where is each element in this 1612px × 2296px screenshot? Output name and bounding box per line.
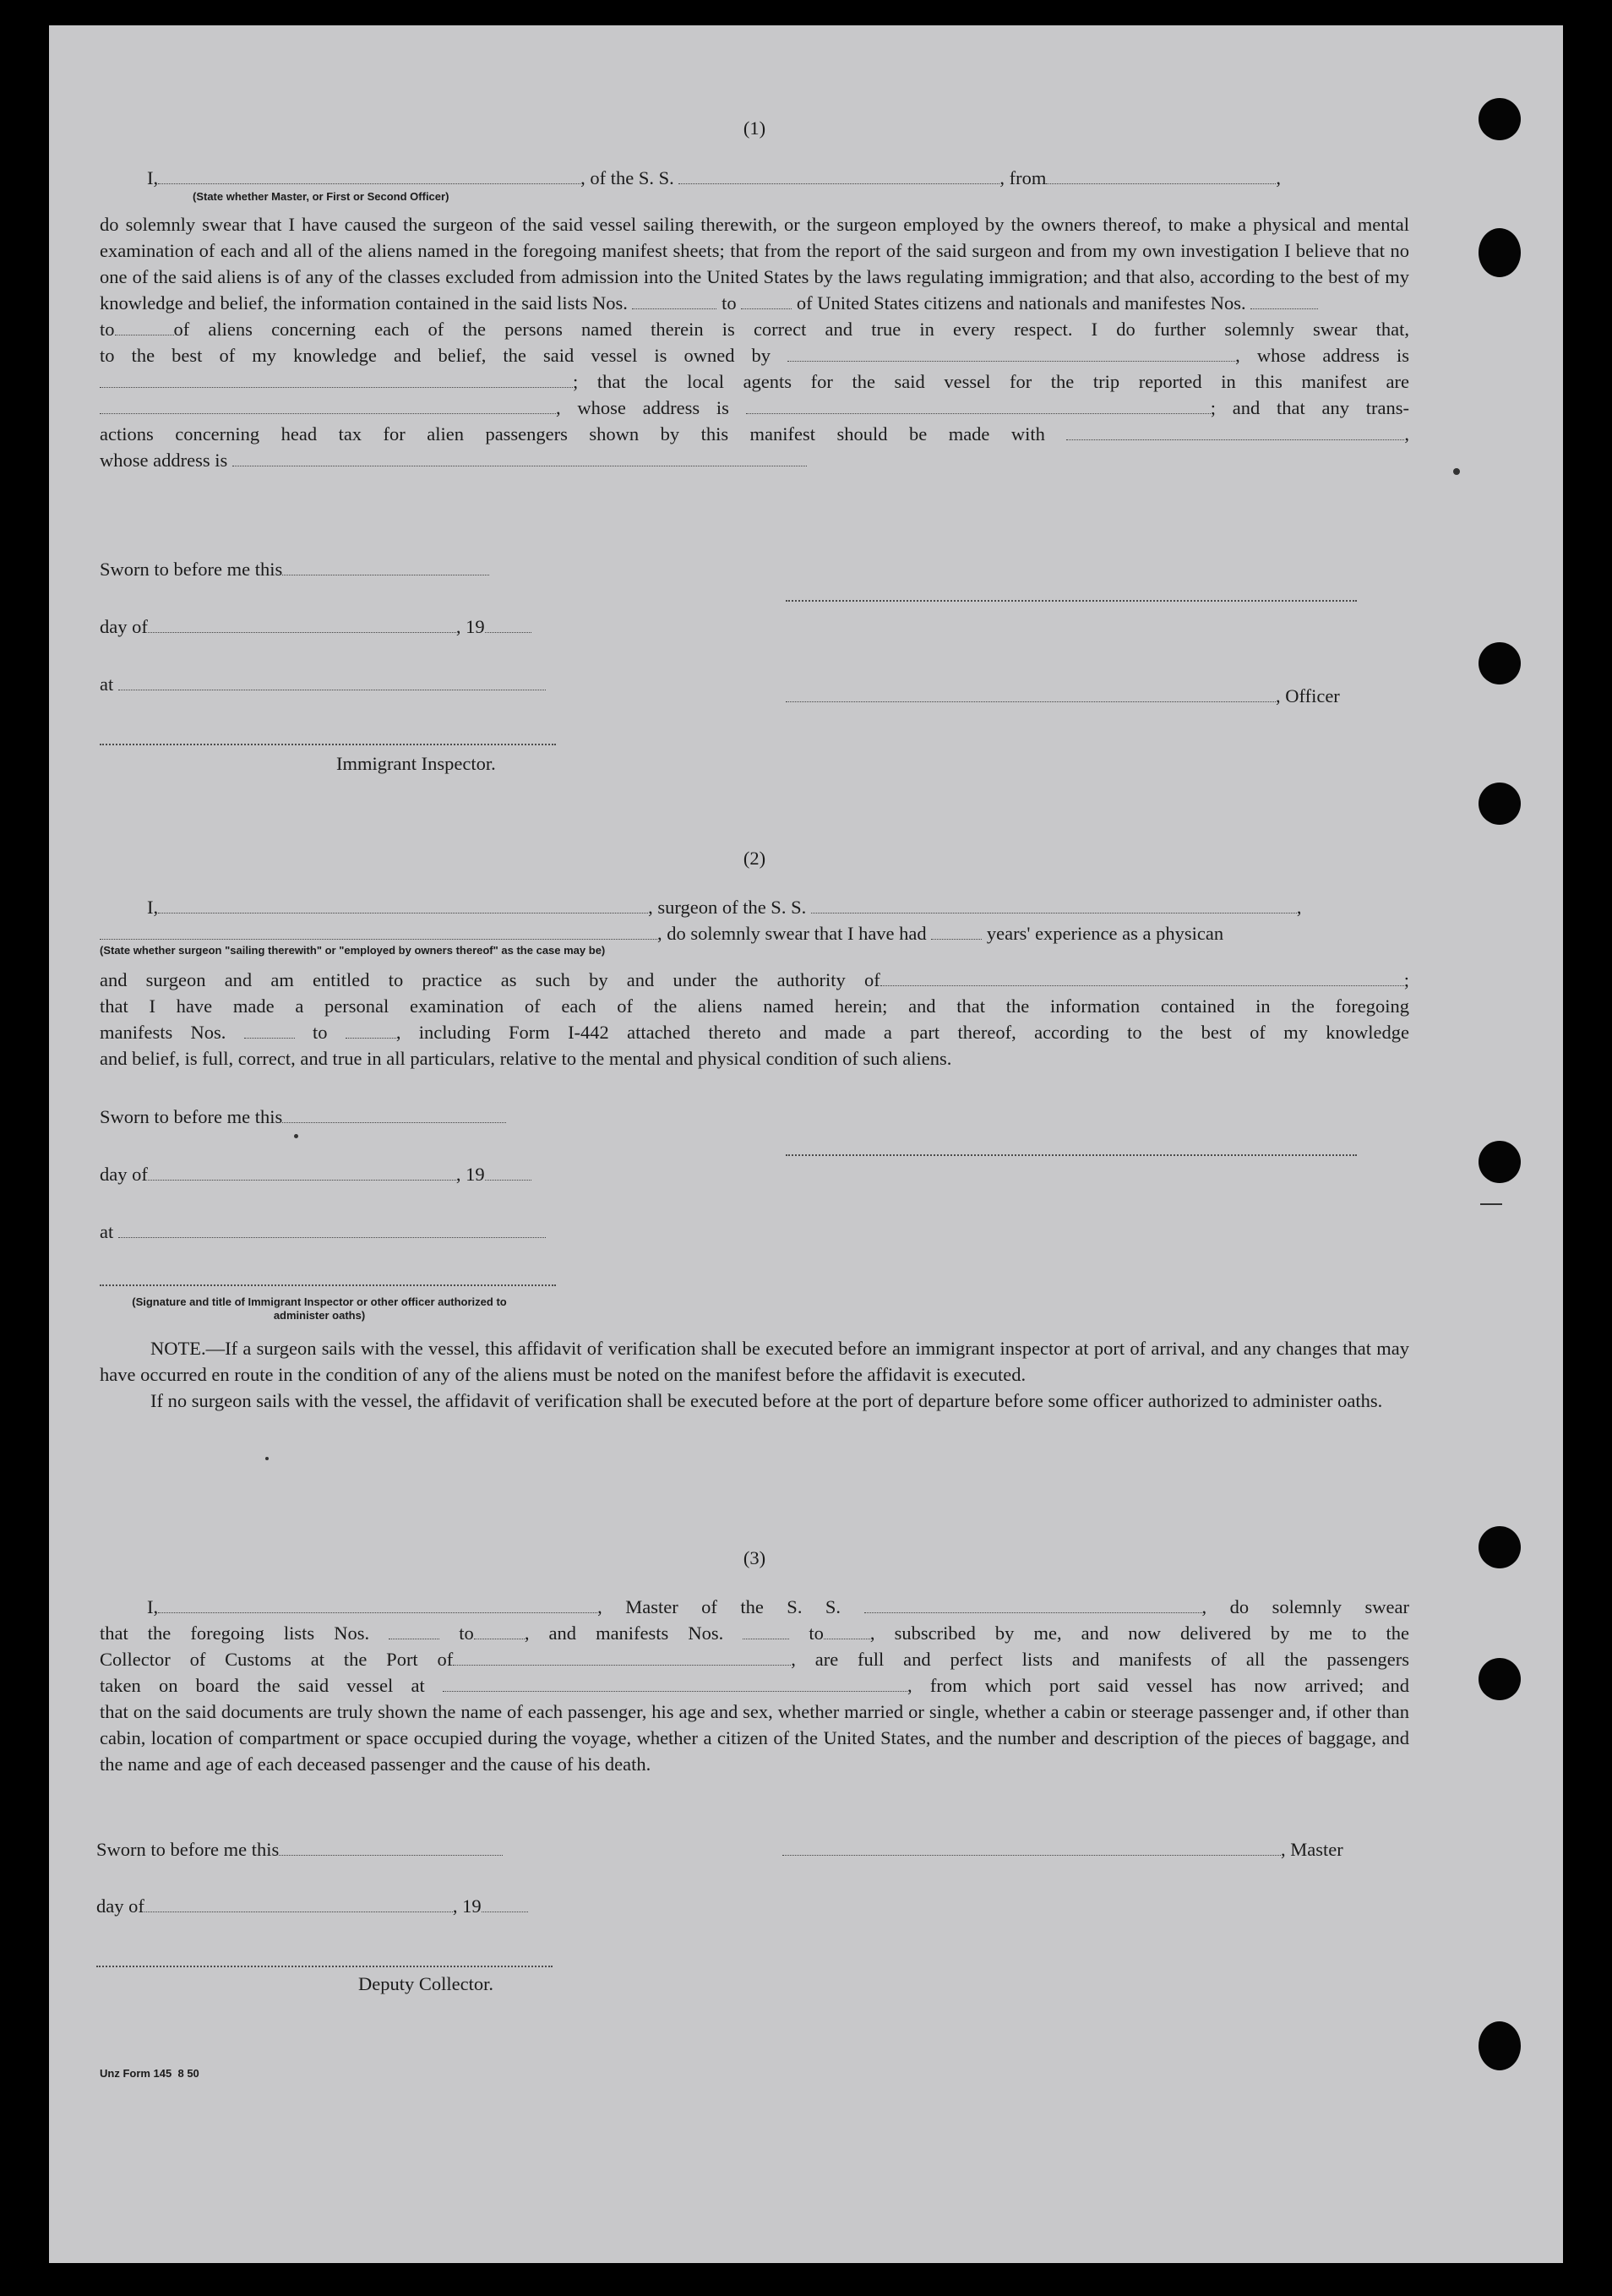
section-2-sworn-line (100, 1104, 506, 1130)
form-number (100, 2060, 199, 2086)
text-authority: and surgeon and am entitled to practice as such by and under the authority of (100, 969, 880, 990)
inspector-signature-line[interactable] (100, 1284, 556, 1286)
manifests-nos-to-field[interactable] (115, 319, 174, 335)
paper-speck (1453, 468, 1460, 475)
text-day-of: day of (96, 1895, 144, 1917)
officer-signature-line[interactable] (786, 600, 1357, 602)
section-2-first-line: I, , surgeon of the S. S. , (147, 897, 1302, 918)
section-1-body-text: do solemnly swear that I have caused the surgeon of the said vessel sailing therewith, or the surgeon employed by the owners thereof, to make a physical and mental examination of each and all of the aliens named in the foregoing manifest sheets; that from the report of the said surgeon and from my own investigation I believe that no one of the said aliens is of any of the classes excluded from admission into the United States by the laws regulating immigration; and that also, according to the best of my knowledge and belief, the information contained in the said lists Nos. (100, 214, 1409, 314)
section-2-day-line (100, 1161, 531, 1187)
text-sworn: Sworn to before me this (100, 1106, 283, 1127)
text-to: to (809, 1622, 824, 1644)
text-citizens: of United States citizens and nationals and manifestes Nos. (796, 292, 1246, 314)
master-name-field[interactable] (158, 1597, 597, 1613)
text-whose-address: whose address is (100, 450, 228, 471)
lists-to-field[interactable] (474, 1623, 525, 1639)
text-of-ss: , of the S. S. (580, 167, 674, 188)
text-19: , 19 (452, 1895, 482, 1917)
manifests-from-field[interactable] (244, 1023, 295, 1039)
text-swear: , do solemnly swear that I have had (657, 923, 927, 944)
head-tax-contact-field[interactable] (1066, 424, 1404, 440)
text-arrived: , from which port said vessel has now arrived; and (907, 1675, 1409, 1696)
deputy-collector-label: Deputy Collector. (358, 1973, 493, 1994)
master-signature-field[interactable] (782, 1840, 1281, 1856)
month-field[interactable] (148, 617, 456, 633)
text-to: to (100, 319, 115, 340)
text-examination: that I have made a personal examination of each of the aliens named herein; and that the information contained in the foregoing (100, 995, 1409, 1017)
text-surgeon-of: , surgeon of the S. S. (648, 897, 807, 918)
text-and-that: ; and that any trans- (1210, 397, 1410, 418)
officer-note: (State whether Master, or First or Second Officer) (193, 190, 449, 203)
month-field[interactable] (148, 1164, 456, 1181)
owner-field[interactable] (787, 346, 1235, 362)
text-i: I, (147, 1596, 159, 1617)
text-aliens-correct: of aliens concerning each of the persons named therein is correct and true in every respect. I do further solemnly swear that, (173, 319, 1409, 340)
section-1-body: do solemnly swear that I have caused the surgeon of the said vessel sailing therewith, or the surgeon employed by the owners thereof, to make a physical and mental examination of each and all of the aliens named in the foregoing manifest sheets; that from the report of the said surgeon and from my own investigation I believe that no one of the said aliens is of any of the classes excluded from admission into the United States by the laws regulating immigration; and that also, according to the best of my knowledge and belief, the information contained in the said lists Nos. to of United States citizens and nationals and manifestes Nos. to of aliens concerning each of the persons named therein is correct and true in every respect. I do further solemnly swear that, to the best of my knowledge and belief, the said vessel is owned by , whose address is ; that the local agents for the said vessel for the trip reported in this manifest are , whose address is ; and that any trans- actions concerning head tax for alien passengers shown by this manifest should be made with , whose address is (100, 214, 1410, 471)
port-field[interactable] (453, 1650, 791, 1666)
surgeon-note: (State whether surgeon "sailing therewith" or "employed by owners thereof" as the case may be) (100, 944, 606, 957)
text-to: to (722, 292, 737, 314)
text-belief: and belief, is full, correct, and true in all particulars, relative to the mental and physical condition of such aliens. (100, 1048, 952, 1069)
signature-title-note: (Signature and title of Immigrant Inspector or other officer authorized to administer oaths) (132, 1295, 507, 1322)
lists-nos-from-field[interactable] (632, 293, 716, 309)
text-19: , 19 (455, 1164, 485, 1185)
text-day-of: day of (100, 1164, 148, 1185)
surgeon-status-field[interactable] (100, 924, 657, 940)
text-years: years' experience as a physican (986, 923, 1224, 944)
text-day-of: day of (100, 616, 148, 637)
note-paragraph-2: If no surgeon sails with the vessel, the affidavit of verification shall be executed before at the port of departure before some officer authorized to administer oaths. (150, 1390, 1383, 1411)
sworn-day-field[interactable] (282, 1107, 506, 1123)
text-swear: , do solemnly swear (1201, 1596, 1409, 1617)
vessel-name-field[interactable] (811, 897, 1297, 913)
text-sworn: Sworn to before me this (100, 559, 283, 580)
section-1-at-line (100, 671, 546, 697)
agents-field[interactable] (100, 398, 556, 414)
deputy-signature-line[interactable] (96, 1966, 553, 1967)
text-to: to (313, 1022, 328, 1043)
text-master-of: , Master of the S. S. (597, 1596, 841, 1617)
year-field[interactable] (485, 1164, 531, 1181)
year-field[interactable] (485, 617, 531, 633)
text-at: at (100, 674, 114, 695)
sworn-day-field[interactable] (282, 559, 489, 575)
section-3-body (100, 1594, 1409, 1777)
manifests-from-field[interactable] (743, 1623, 789, 1639)
text-i: I, (147, 897, 159, 918)
text-collector: Collector of Customs at the Port of (100, 1649, 454, 1670)
text-including-form: , including Form I-442 attached thereto and made a part thereof, according to the best of my knowledge (395, 1022, 1409, 1043)
text-taken-on-board: taken on board the said vessel at (100, 1675, 425, 1696)
text-i: I, (147, 167, 159, 188)
text-delivered: , subscribed by me, and now delivered by me to the (869, 1622, 1410, 1644)
place-field[interactable] (118, 674, 546, 690)
section-1-heading: (1) (743, 117, 766, 139)
section-3-day-line (96, 1893, 528, 1919)
sworn-day-field[interactable] (279, 1840, 503, 1856)
officer-line (786, 683, 1340, 709)
month-field[interactable] (144, 1896, 453, 1912)
lists-from-field[interactable] (389, 1623, 439, 1639)
section-2-body: and surgeon and am entitled to practice as such by and under the authority of ; that I have made a personal examination of each of the aliens named herein; and that the information contained in the foregoing manifests Nos. to , including Form I-442 attached thereto and made a part thereof, according to the best of my knowledge and belief, is full, correct, and true in all particulars, relative to the mental and physical condition of such aliens. (100, 969, 1409, 1069)
text-full-lists: , are full and perfect lists and manifests of all the passengers (791, 1649, 1409, 1670)
text-sworn: Sworn to before me this (96, 1839, 280, 1860)
manifests-to-field[interactable] (824, 1623, 870, 1639)
vessel-name-field[interactable] (864, 1597, 1202, 1613)
paper-speck (265, 1457, 269, 1460)
note-paragraph-1: NOTE.—If a surgeon sails with the vessel, this affidavit of verification shall be executed before an immigrant inspector at port of arrival, and any changes that may have occurred en route in the condition of any of the aliens must be noted on the manifest before the affidavit is executed. (100, 1338, 1409, 1385)
paper-speck (294, 1134, 298, 1138)
surgeon-signature-line[interactable] (786, 1154, 1357, 1156)
text-lists-nos: that the foregoing lists Nos. (100, 1622, 370, 1644)
punch-hole (1479, 2021, 1521, 2070)
punch-hole (1479, 783, 1521, 825)
master-line (782, 1836, 1343, 1862)
paper-speck (1480, 1203, 1502, 1205)
section-3-body-text: that on the said documents are truly shown the name of each passenger, his age and sex, whether married or single, whether a cabin or steerage passenger and, if other than cabin, location of compartment or space occupied during the voyage, whether a citizen of the United States, and the number and description of the pieces of baggage, and the name and age of each deceased passenger and the cause of his death. (100, 1701, 1409, 1775)
section-2-heading: (2) (743, 848, 766, 869)
manifests-nos-from-field[interactable] (1250, 293, 1318, 309)
text-at: at (100, 1221, 114, 1242)
from-port-field[interactable] (1046, 168, 1276, 184)
text-head-tax: actions concerning head tax for alien passengers shown by this manifest should be made with (100, 423, 1045, 444)
officer-title-field[interactable] (786, 686, 1276, 702)
text-19: , 19 (455, 616, 485, 637)
text-from: , from (999, 167, 1047, 188)
authority-field[interactable] (880, 970, 1404, 986)
text-to: to (459, 1622, 474, 1644)
manifests-to-field[interactable] (346, 1023, 396, 1039)
departure-port-field[interactable] (443, 1676, 907, 1692)
section-1-first-line: I, , of the S. S. , from , (147, 167, 1282, 188)
text-manifests-nos: , and manifests Nos. (524, 1622, 724, 1644)
section-2-second-line (100, 920, 1409, 946)
text-whose-address: , whose address is (1235, 345, 1410, 366)
text-manifests-nos: manifests Nos. (100, 1022, 226, 1043)
lists-nos-to-field[interactable] (741, 293, 792, 309)
officer-name-field[interactable] (158, 168, 580, 184)
place-field[interactable] (118, 1222, 546, 1238)
agents-address-field[interactable] (746, 398, 1211, 414)
text-officer: , Officer (1276, 685, 1340, 706)
text-whose-address: , whose address is (556, 397, 729, 418)
section-2-at-line (100, 1219, 546, 1245)
immigrant-inspector-label: Immigrant Inspector. (336, 753, 496, 774)
punch-hole (1479, 1658, 1521, 1700)
punch-hole (1479, 98, 1521, 140)
section-1-sworn-line (100, 556, 489, 582)
year-field[interactable] (482, 1896, 528, 1912)
punch-hole (1479, 1526, 1521, 1568)
section-1-day-line (100, 614, 531, 640)
text-owned-by: to the best of my knowledge and belief, the said vessel is owned by (100, 345, 771, 366)
note-block (100, 1335, 1409, 1414)
section-3-heading: (3) (743, 1547, 766, 1568)
owner-address-field[interactable] (100, 372, 573, 388)
form-number-text: Unz Form 145 (100, 2067, 172, 2080)
section-3-sworn-line (96, 1836, 503, 1862)
form-page (49, 25, 1563, 2263)
head-tax-address-field[interactable] (232, 450, 807, 466)
inspector-signature-line[interactable] (100, 744, 556, 745)
vessel-name-field[interactable] (678, 168, 999, 184)
surgeon-name-field[interactable] (158, 897, 648, 913)
punch-hole (1479, 642, 1521, 684)
text-master: , Master (1281, 1839, 1343, 1860)
punch-hole (1479, 228, 1521, 277)
punch-hole (1479, 1141, 1521, 1183)
years-field[interactable] (931, 924, 982, 940)
form-code-text: 8 50 (177, 2067, 199, 2080)
text-local-agents: ; that the local agents for the said vessel for the trip reported in this manifest are (573, 371, 1409, 392)
